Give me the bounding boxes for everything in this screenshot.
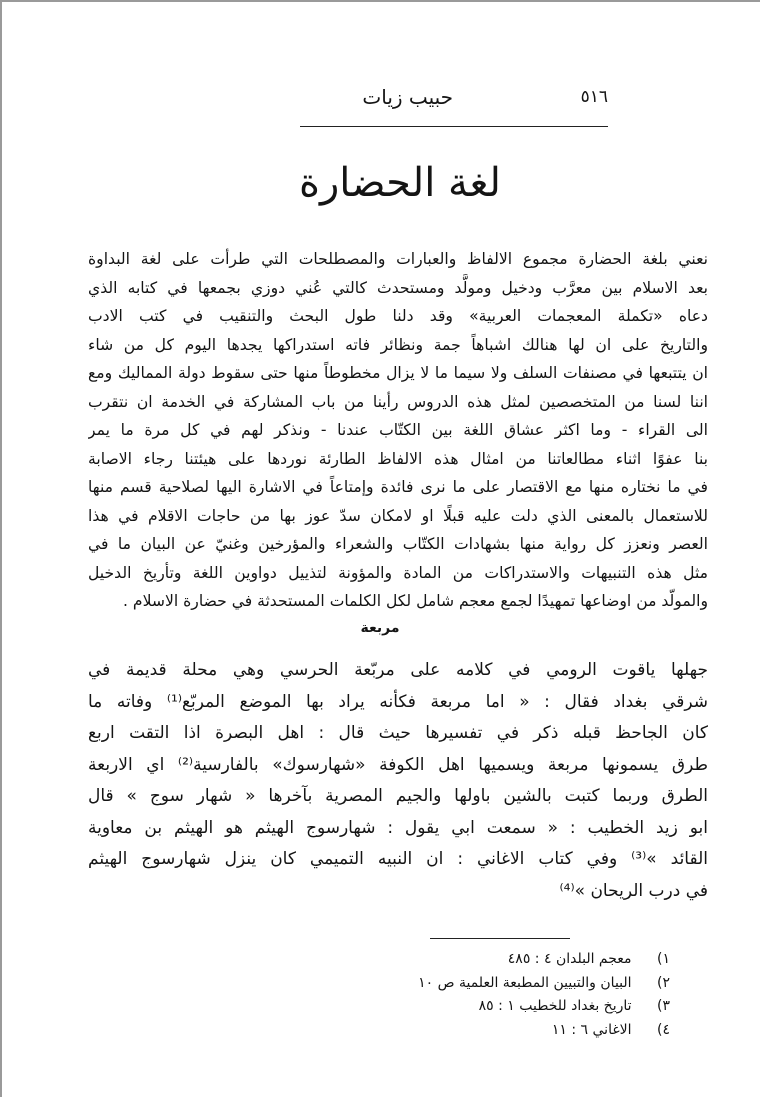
text-line: دعاه «تكملة المعجمات العربية» وقد دلنا طول البحث والتنقيب في كتب الادب <box>88 307 708 325</box>
running-head <box>300 85 608 115</box>
text-line: في درب الريحان »⁽⁴⁾ <box>559 880 708 901</box>
text-line: للاستعمال بالمعنى الذي دلت عليه قبلًا او لامكان سدّ عوز بها من حاجات الاقلام في هذا <box>88 506 708 525</box>
text-line: بعد الاسلام بين معرَّب ودخيل ومولَّد ومستحدث كالتي عُني دوزي بجمعها في كتابه الذي <box>88 278 708 297</box>
text-line: نعني بلغة الحضارة مجموع الالفاظ والعبارات والمصطلحات التي طرأت على لغة البداوة <box>88 250 708 268</box>
text-line: والمولّد من اوضاعها تمهيدًا لجمع معجم شامل لكل الكلمات المستحدثة في حضارة الاسلام . <box>123 592 708 610</box>
text-line: القائد »⁽³⁾ وفي كتاب الاغاني : ان النبيه التميمي كان ينزل شهارسوج الهيثم <box>88 849 708 869</box>
section-paragraph <box>88 655 708 907</box>
header-rule <box>300 126 608 127</box>
footnotes <box>370 948 670 1042</box>
page-number: ٥١٦ <box>580 87 608 107</box>
section-heading: مربعة <box>360 620 400 636</box>
author-name: حبيب زيات <box>362 85 453 109</box>
footnote-rule <box>430 938 570 939</box>
text-line: مثل هذه التنبيهات والاستدراكات من المادة والمؤونة لتذييل دواوين اللغة وتأريخ الدخيل <box>88 563 708 582</box>
text-line: الطرق وربما كتبت بالشين باولها والجيم المصرية بآخرها « شهار سوج » قال <box>88 786 708 806</box>
footnote-text: تاريخ بغداد للخطيب ١ : ٨٥ <box>478 998 632 1014</box>
footnote-number: ١) <box>657 951 670 967</box>
footnote-text: معجم البلدان ٤ : ٤٨٥ <box>507 951 632 967</box>
intro-paragraph <box>88 245 708 616</box>
text-line: ابو زيد الخطيب : « سمعت ابي يقول : شهارسوج الهيثم هو الهيثم بن معاوية <box>88 817 708 838</box>
footnote-number: ٢) <box>657 974 670 991</box>
text-line: جهلها ياقوت الرومي في كلامه على مربّعة الحرسي وهي محلة قديمة في <box>88 660 708 680</box>
footnote <box>370 948 670 972</box>
text-line: ان يتتبعها في مصنفات السلف ولا سيما ما لا يزال مخطوطاً منها حتى سقوط دولة المماليك ومع <box>88 364 708 382</box>
footnote-text: البيان والتبيين المطبعة العلمية ص ١٠ <box>418 974 632 991</box>
footnote-text: الاغاني ٦ : ١١ <box>551 1021 632 1038</box>
text-line: العصر ونعزز كل رواية منها بشهادات الكتّاب والشعراء والمؤرخين وغنيّ عن البيان ما في <box>88 535 708 553</box>
text-line: طرق يسمونها مربعة ويسميها اهل الكوفة «شهارسوك» بالفارسية⁽²⁾ اي الاربعة <box>88 754 708 775</box>
text-line: الى القراء - وما اكثر عشاق اللغة بين الكتّاب عندنا - ونذكر لهم في كل مرة ما يمر <box>88 421 708 439</box>
footnote <box>370 1019 670 1043</box>
text-line: بنا عفوًا اثناء مطالعاتنا من امثال هذه الالفاظ الطارئة نوردها على هيئتنا رجاء الاصابة <box>88 449 708 468</box>
footnote-number: ٣) <box>657 998 670 1014</box>
text-line: في ما نختاره منها مع الاقتصار على ما نرى فائدة وإمتاعاً في الاشارة اليها لصلاحية قسم منها <box>88 478 708 496</box>
text-line: والتاريخ على ان لها هنالك اشباهاً جمة ونظائر فاته استدراكها يجدها اليوم كل من شاء <box>88 335 708 354</box>
footnote <box>370 995 670 1019</box>
text-line: شرقي بغداد فقال : « اما مربعة فكأنه يراد بها الموضع المربّع⁽¹⁾ وفاته ما <box>88 691 708 712</box>
text-line: اننا لسنا من المتخصصين لمثل هذه الدروس رأينا من باب المشاركة في الخدمة ان نتقرب <box>88 392 708 411</box>
footnote-number: ٤) <box>657 1021 670 1038</box>
footnote <box>370 972 670 996</box>
article-title: لغة الحضارة <box>299 160 501 206</box>
text-line: كان الجاحظ قبله ذكر في تفسيرها حيث قال : اهل البصرة اذا التقت اربع <box>88 723 708 743</box>
